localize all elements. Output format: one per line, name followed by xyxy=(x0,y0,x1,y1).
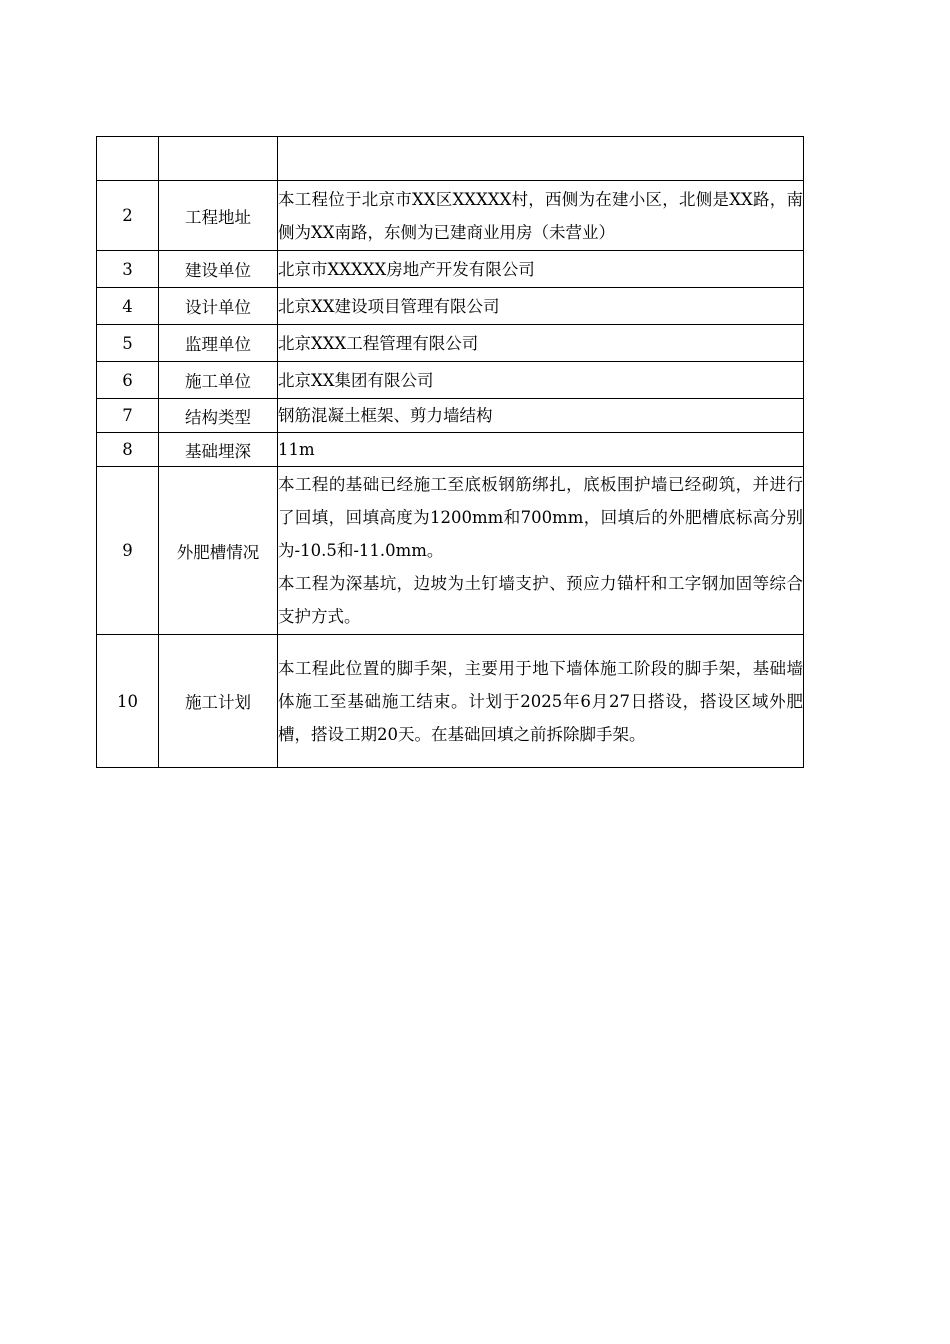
row-number: 7 xyxy=(97,399,159,433)
row-number: 9 xyxy=(97,467,159,635)
row-number: 5 xyxy=(97,325,159,362)
row-label: 监理单位 xyxy=(159,325,278,362)
row-number: 4 xyxy=(97,288,159,325)
row-value xyxy=(278,399,804,433)
row-number: 2 xyxy=(97,181,159,251)
row-value-text: 北京XX建设项目管理有限公司 xyxy=(278,296,500,316)
table-row xyxy=(97,433,804,467)
row-label: 建设单位 xyxy=(159,251,278,288)
row-value-text: 本工程此位置的脚手架，主要用于地下墙体施工阶段的脚手架，基础墙体施工至基础施工结束。计划于2025年6月27日搭设，搭设区域外肥槽，搭设工期20天。在基础回填之前拆除脚手架。 xyxy=(278,658,803,744)
table-row xyxy=(97,288,804,325)
row-value xyxy=(278,137,804,181)
project-info-table xyxy=(96,136,804,768)
row-value-text: 北京XX集团有限公司 xyxy=(278,370,434,390)
row-value xyxy=(278,181,804,251)
row-number: 10 xyxy=(97,635,159,768)
table-row xyxy=(97,399,804,433)
row-label: 施工单位 xyxy=(159,362,278,399)
row-number: 6 xyxy=(97,362,159,399)
row-label xyxy=(159,137,278,181)
row-value-text: 北京市XXXXX房地产开发有限公司 xyxy=(278,259,535,279)
table-row xyxy=(97,325,804,362)
table-row xyxy=(97,362,804,399)
table-row xyxy=(97,181,804,251)
row-number xyxy=(97,137,159,181)
row-label: 结构类型 xyxy=(159,399,278,433)
row-number: 8 xyxy=(97,433,159,467)
table-row xyxy=(97,635,804,768)
row-value xyxy=(278,325,804,362)
row-value xyxy=(278,433,804,467)
row-label: 工程地址 xyxy=(159,181,278,251)
table-row xyxy=(97,137,804,181)
row-value-text: 钢筋混凝土框架、剪力墙结构 xyxy=(278,406,493,425)
row-value xyxy=(278,362,804,399)
table-row xyxy=(97,251,804,288)
row-value xyxy=(278,635,804,768)
row-value-text: 本工程位于北京市XX区XXXXX村，西侧为在建小区，北侧是XX路，南侧为XX南路，东侧为已建商业用房（未营业） xyxy=(278,189,803,242)
row-label: 基础埋深 xyxy=(159,433,278,467)
row-label: 外肥槽情况 xyxy=(159,467,278,635)
row-value xyxy=(278,251,804,288)
row-value xyxy=(278,467,804,635)
row-value-text: 11m xyxy=(278,440,315,459)
row-value-text: 北京XXX工程管理有限公司 xyxy=(278,333,479,353)
row-value-text: 本工程为深基坑，边坡为土钉墙支护、预应力锚杆和工字钢加固等综合支护方式。 xyxy=(278,574,803,626)
row-value xyxy=(278,288,804,325)
row-label: 设计单位 xyxy=(159,288,278,325)
row-number: 3 xyxy=(97,251,159,288)
row-value-text: 本工程的基础已经施工至底板钢筋绑扎，底板围护墙已经砌筑，并进行了回填，回填高度为1200mm和700mm，回填后的外肥槽底标高分别为-10.5和-11.0mm。 xyxy=(278,475,803,560)
table-row xyxy=(97,467,804,635)
row-label: 施工计划 xyxy=(159,635,278,768)
